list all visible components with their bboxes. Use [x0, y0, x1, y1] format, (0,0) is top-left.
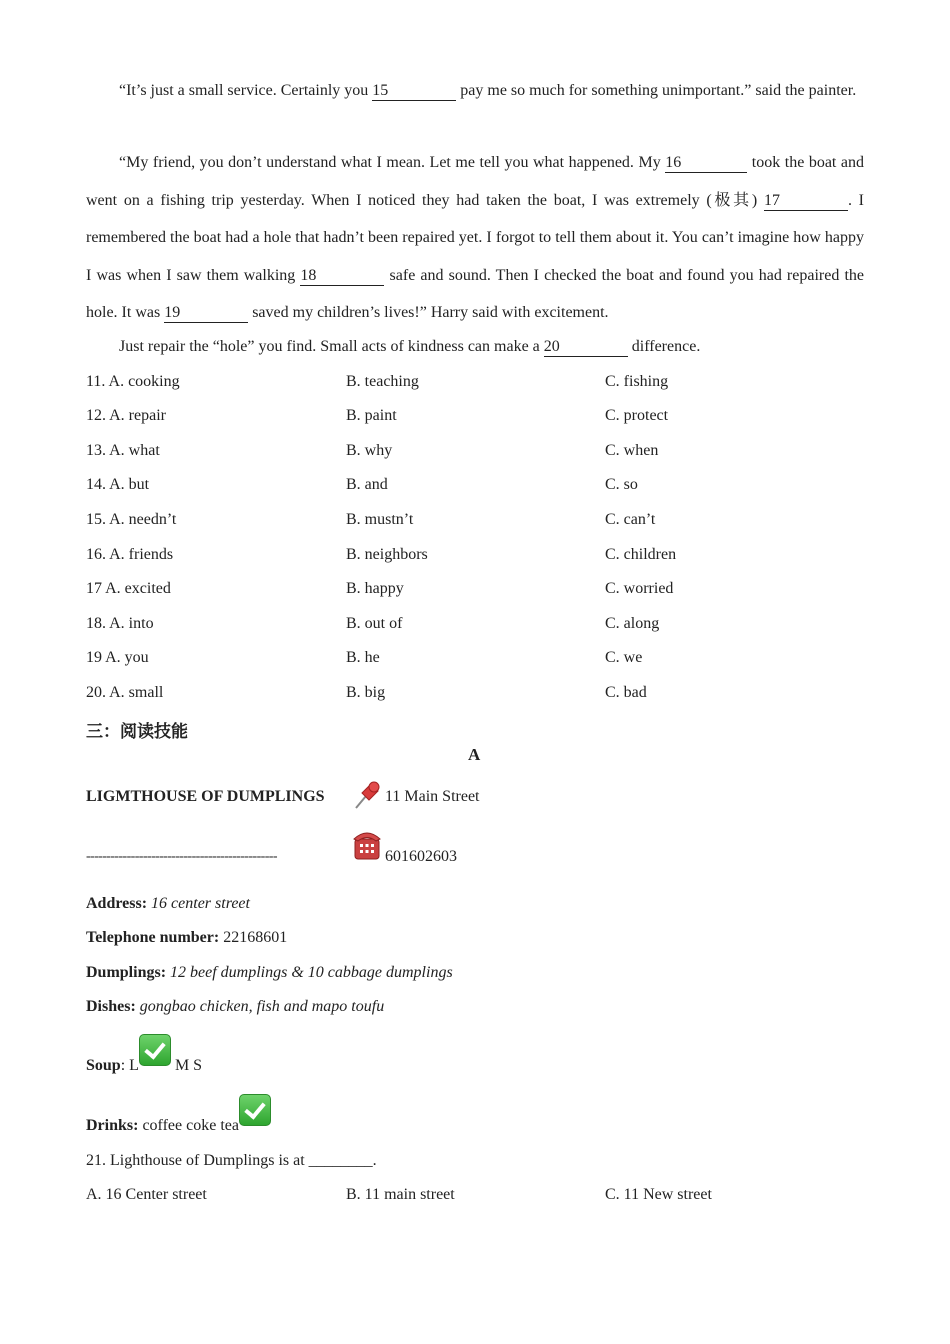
- option-c: C. we: [605, 649, 643, 666]
- pushpin-icon: [351, 779, 383, 811]
- address-line: [86, 892, 250, 916]
- dishes-value: gongbao chicken, fish and mapo toufu: [139, 998, 385, 1015]
- option-c: C. bad: [605, 684, 647, 701]
- option-a: 18. A. into: [86, 615, 154, 632]
- blank-19: 19: [164, 304, 248, 323]
- option-a: A. 16 Center street: [86, 1186, 207, 1203]
- telephone-label: Telephone number:: [86, 929, 220, 946]
- checkmark-icon: [239, 1094, 271, 1126]
- option-a: 14. A. but: [86, 476, 150, 493]
- telephone-value: 22168601: [223, 929, 288, 946]
- soup-sizes: M S: [170, 1057, 203, 1074]
- option-row-11: [86, 370, 864, 394]
- soup-label: Soup: [86, 1057, 121, 1074]
- blank-15: 15: [372, 82, 456, 101]
- passage-paragraph-1: [86, 72, 864, 110]
- passage-text: “My friend, you don’t understand what I mean. Let me tell you what happened. My: [119, 154, 666, 171]
- option-a: 11. A. cooking: [86, 373, 180, 390]
- option-c: C. can’t: [605, 511, 656, 528]
- option-b: B. out of: [346, 615, 403, 632]
- soup-size-l: L: [129, 1057, 139, 1074]
- option-b: B. big: [346, 684, 386, 701]
- passage-letter: A: [468, 745, 481, 764]
- option-row-19: [86, 646, 864, 670]
- option-c: C. children: [605, 546, 677, 563]
- phone-number-display: 601602603: [385, 848, 457, 865]
- blank-17: 17: [764, 192, 848, 211]
- option-row-12: [86, 404, 864, 428]
- option-row-17: [86, 577, 864, 601]
- option-a: 17 A. excited: [86, 580, 171, 597]
- soup-colon: :: [120, 1057, 130, 1074]
- option-row-16: [86, 543, 864, 567]
- dishes-line: [86, 995, 384, 1019]
- dishes-label: Dishes:: [86, 998, 136, 1015]
- question-21-options: [86, 1183, 864, 1207]
- option-b: B. happy: [346, 580, 404, 597]
- passage-text: difference.: [627, 338, 701, 355]
- passage-text: took the boat and went on a fishing trip yesterday. When I noticed they had taken the boat, I was extremely (极其): [86, 154, 865, 209]
- drinks-line: [86, 1102, 271, 1136]
- passage-paragraph-3: [86, 328, 864, 366]
- drinks-value: coffee coke tea: [138, 1117, 239, 1134]
- blank-16: 16: [665, 154, 747, 173]
- passage-text: saved my children’s lives!” Harry said with excitement.: [248, 304, 609, 321]
- option-a: 19 A. you: [86, 649, 149, 666]
- checkmark-icon: [139, 1034, 171, 1066]
- option-b: B. teaching: [346, 373, 419, 390]
- dumplings-value: 12 beef dumplings & 10 cabbage dumplings: [170, 964, 453, 981]
- passage-text: . I remembered the boat had a hole that hadn’t been repaired yet. I forgot to tell them about it. You can’t imagine how happy I was when I saw them walking: [86, 191, 865, 284]
- passage-text: pay me so much for something unimportant.” said the painter.: [456, 82, 857, 99]
- option-row-13: [86, 439, 864, 463]
- option-c: C. protect: [605, 407, 669, 424]
- option-c: C. along: [605, 615, 660, 632]
- option-b: B. neighbors: [346, 546, 428, 563]
- option-c: C. when: [605, 442, 659, 459]
- section-title: 三：阅读技能: [86, 722, 188, 742]
- option-row-20: [86, 681, 864, 705]
- option-a: 12. A. repair: [86, 407, 166, 424]
- blank-20: 20: [544, 338, 628, 357]
- option-b: B. why: [346, 442, 393, 459]
- option-a: 16. A. friends: [86, 546, 174, 563]
- option-a: 13. A. what: [86, 442, 160, 459]
- option-a: 20. A. small: [86, 684, 164, 701]
- telephone-line: [86, 926, 287, 950]
- option-c: C. worried: [605, 580, 674, 597]
- dumplings-label: Dumplings:: [86, 964, 167, 981]
- question-21-stem: 21. Lighthouse of Dumplings is at ________.: [86, 1152, 377, 1169]
- passage-paragraph-2: [86, 144, 864, 332]
- option-b: B. paint: [346, 407, 397, 424]
- blank-18: 18: [300, 267, 384, 286]
- option-b: B. mustn’t: [346, 511, 414, 528]
- dumplings-line: [86, 961, 453, 985]
- option-row-15: [86, 508, 864, 532]
- passage-text: “It’s just a small service. Certainly you: [119, 82, 373, 99]
- option-row-14: [86, 473, 864, 497]
- option-c: C. fishing: [605, 373, 669, 390]
- restaurant-name: LIGMTHOUSE OF DUMPLINGS: [86, 788, 325, 805]
- soup-line: [86, 1042, 202, 1076]
- pin-address: 11 Main Street: [385, 788, 480, 805]
- passage-text: Just repair the “hole” you find. Small acts of kindness can make a: [119, 338, 544, 355]
- drinks-label: Drinks:: [86, 1117, 139, 1134]
- option-c: C. 11 New street: [605, 1186, 712, 1203]
- telephone-icon: [352, 829, 382, 861]
- address-label: Address:: [86, 895, 148, 912]
- address-value: 16 center street: [151, 895, 250, 912]
- dashed-divider: -----------------------------------------------: [86, 849, 277, 864]
- option-b: B. and: [346, 476, 388, 493]
- passage-text: safe and sound. Then I checked the boat and found you had repaired the hole. It was: [86, 266, 865, 321]
- option-b: B. he: [346, 649, 380, 666]
- option-b: B. 11 main street: [346, 1186, 455, 1203]
- option-row-18: [86, 612, 864, 636]
- option-a: 15. A. needn’t: [86, 511, 177, 528]
- option-c: C. so: [605, 476, 638, 493]
